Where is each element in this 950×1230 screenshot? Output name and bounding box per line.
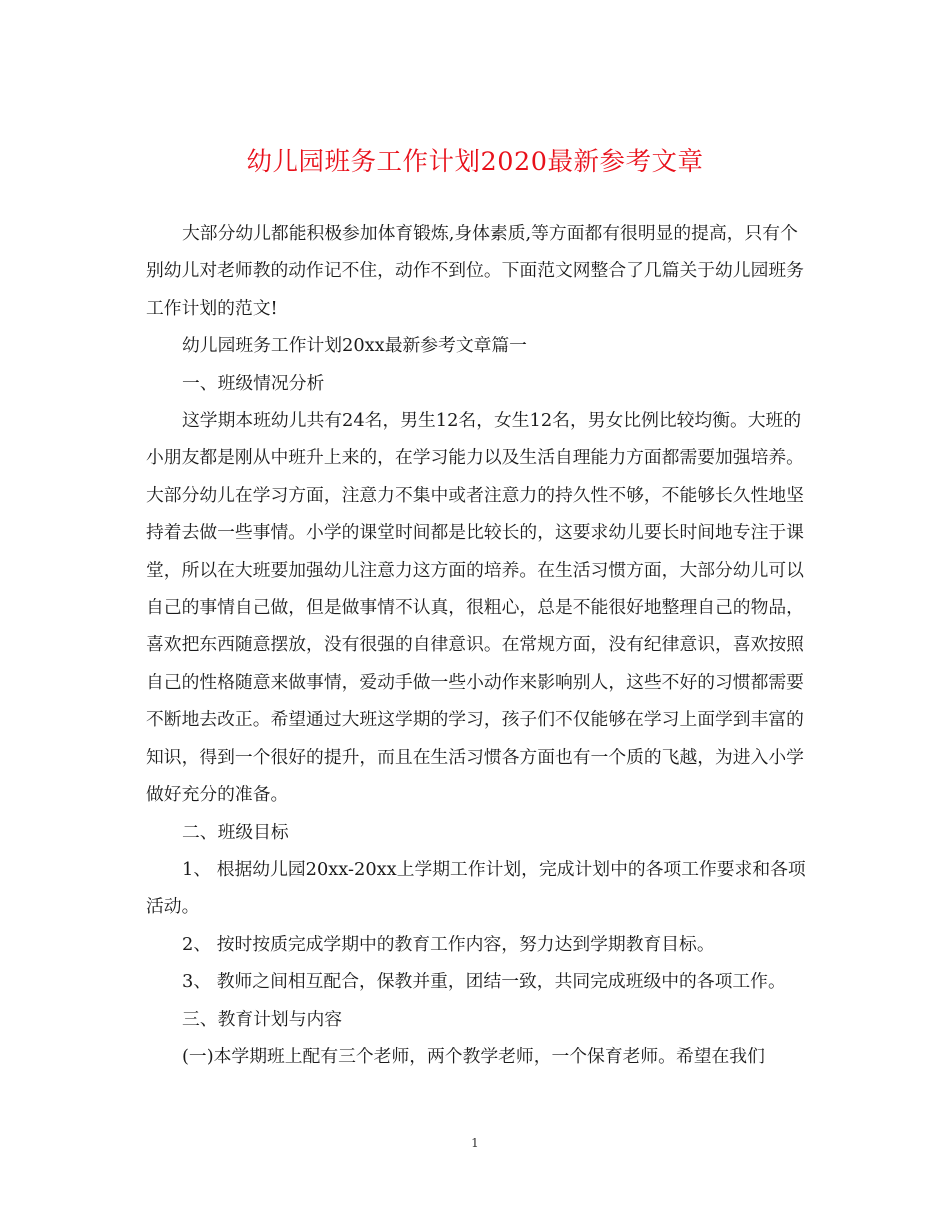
- page-number: 1: [471, 1136, 479, 1150]
- intro-paragraph: 大部分幼儿都能积极参加体育锻炼,身体素质,等方面都有很明显的提高，只有个别幼儿对老师教的动作记不住，动作不到位。下面范文网整合了几篇关于幼儿园班务工作计划的范文!: [146, 223, 804, 319]
- document-body: [146, 215, 806, 1075]
- goal-item-1: 1、 根据幼儿园20xx-20xx上学期工作计划，完成计划中的各项工作要求和各项活动。: [146, 858, 806, 918]
- goal-item-2: 2、 按时按质完成学期中的教育工作内容，努力达到学期教育目标。: [182, 933, 715, 955]
- section-heading-class-goals: 二、班级目标: [182, 821, 289, 843]
- article-heading: 幼儿园班务工作计划20xx最新参考文章篇一: [182, 335, 527, 357]
- section-heading-class-analysis: 一、班级情况分析: [182, 372, 325, 394]
- goal-item-3: 3、 教师之间相互配合，保教并重，团结一致，共同完成班级中的各项工作。: [182, 971, 786, 993]
- class-analysis-paragraph: 这学期本班幼儿共有24名，男生12名，女生12名，男女比例比较均衡。大班的小朋友都是刚从中班升上来的，在学习能力以及生活自理能力方面都需要加强培养。大部分幼儿在学习方面，注意力不集中或者注意力的持久性不够，不能够长久性地坚持着去做一些事情。小学的课堂时间都是比较长的，这要求幼儿要长时间地专注于课堂，所以在大班要加强幼儿注意力这方面的培养。在生活习惯方面，大部分幼儿可以自己的事情自己做，但是做事情不认真，很粗心，总是不能很好地整理自己的物品，喜欢把东西随意摆放，没有很强的自律意识。在常规方面，没有纪律意识，喜欢按照自己的性格随意来做事情，爱动手做一些小动作来影响别人，这些不好的习惯都需要不断地去改正。希望通过大班这学期的学习，孩子们不仅能够在学习上面学到丰富的知识，得到一个很好的提升，而且在生活习惯各方面也有一个质的飞越，为进入小学做好充分的准备。: [146, 410, 804, 806]
- section-heading-education-plan: 三、教育计划与内容: [182, 1008, 343, 1030]
- education-plan-paragraph: (一)本学期班上配有三个老师，两个教学老师，一个保育老师。希望在我们: [182, 1045, 765, 1067]
- document-title: 幼儿园班务工作计划2020最新参考文章: [246, 147, 704, 177]
